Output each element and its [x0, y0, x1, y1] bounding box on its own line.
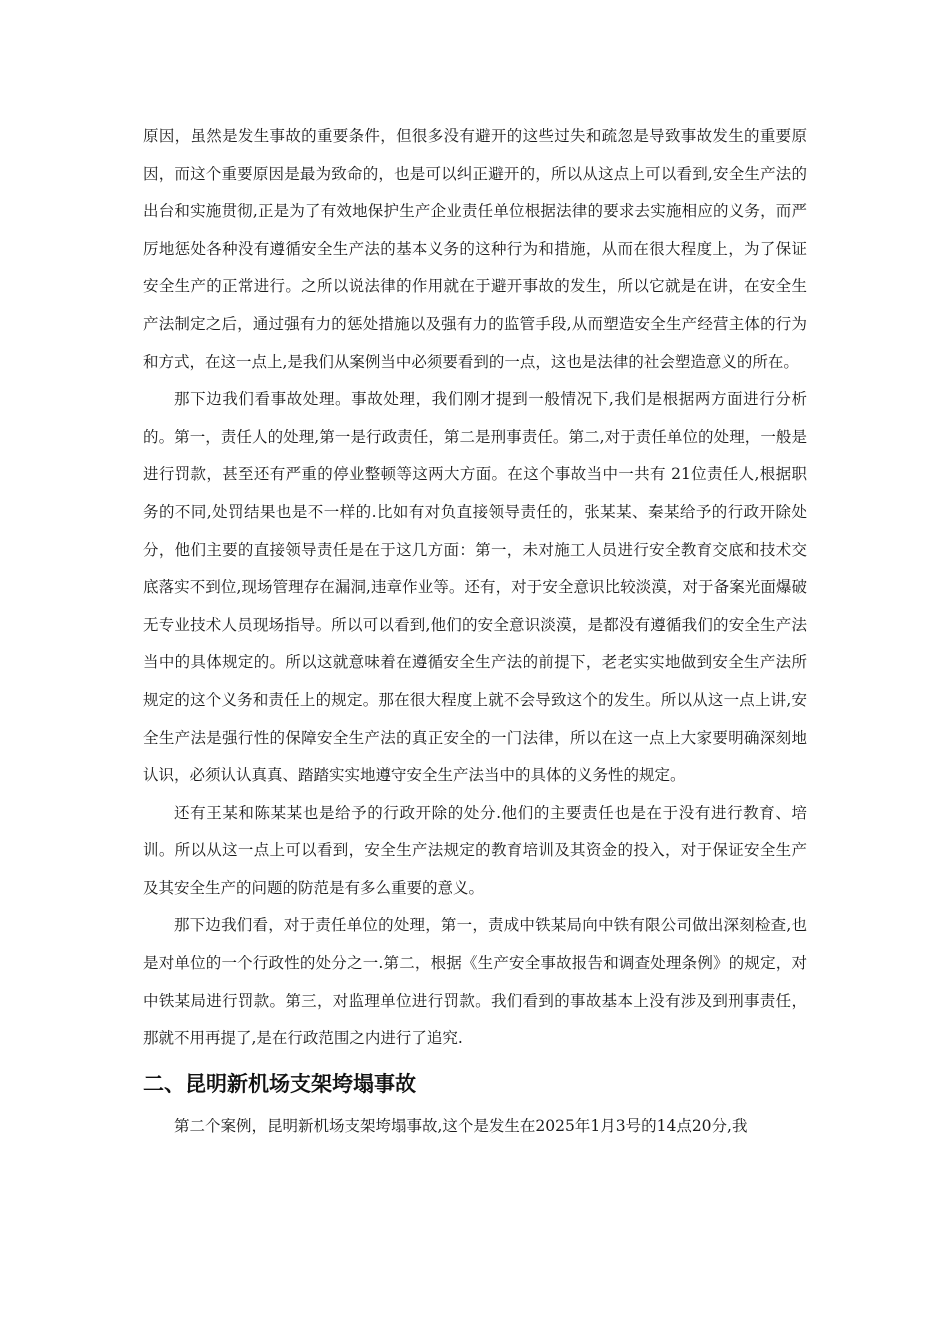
body-paragraph-5: 第二个案例，昆明新机场支架垮塌事故,这个是发生在2025年1月3号的14点20分,我	[174, 1116, 748, 1135]
body-paragraph-2: 那下边我们看事故处理。事故处理，我们刚才提到一般情况下,我们是根据两方面进行分析的。第一，责任人的处理,第一是行政责任，第二是刑事责任。第二,对于责任单位的处理，一般是进行罚款，甚至还有严重的停业整顿等这两大方面。在这个事故当中一共有 21位责任人,根据职务的不同,处罚结果也是不一样的.比如有对负直接领导责任的，张某某、秦某给予的行政开除处分，他们主要的直接领导责任是在于这几方面：第一，未对施工人员进行安全教育交底和技术交底落实不到位,现场管理存在漏洞,违章作业等。还有，对于安全意识比较淡漠，对于备案光面爆破无专业技术人员现场指导。所以可以看到,他们的安全意识淡漠，是都没有遵循我们的安全生产法当中的具体规定的。所以这就意味着在遵循安全生产法的前提下，老老实实地做到安全生产法所规定的这个义务和责任上的规定。那在很大程度上就不会导致这个的发生。所以从这一点上讲,安全生产法是强行性的保障安全生产法的真正安全的一门法律，所以在这一点上大家要明确深刻地认识，必须认认真真、踏踏实实地遵守安全生产法当中的具体的义务性的规定。	[143, 390, 807, 785]
section-heading: 二、昆明新机场支架垮塌事故	[143, 1071, 416, 1096]
body-paragraph-1: 原因，虽然是发生事故的重要条件，但很多没有避开的这些过失和疏忽是导致事故发生的重要原因，而这个重要原因是最为致命的，也是可以纠正避开的，所以从这点上可以看到,安全生产法的出台和实施贯彻,正是为了有效地保护生产企业责任单位根据法律的要求去实施相应的义务，而严厉地惩处各种没有遵循安全生产法的基本义务的这种行为和措施，从而在很大程度上，为了保证安全生产的正常进行。之所以说法律的作用就在于避开事故的发生，所以它就是在讲，在安全生产法制定之后，通过强有力的惩处措施以及强有力的监管手段,从而塑造安全生产经营主体的行为和方式，在这一点上,是我们从案例当中必须要看到的一点，这也是法律的社会塑造意义的所在。	[143, 127, 807, 371]
body-paragraph-4: 那下边我们看，对于责任单位的处理，第一，责成中铁某局向中铁有限公司做出深刻检查,也是对单位的一个行政性的处分之一.第二，根据《生产安全事故报告和调查处理条例》的规定，对中铁某局进行罚款。第三，对监理单位进行罚款。我们看到的事故基本上没有涉及到刑事责任，那就不用再提了,是在行政范围之内进行了追究.	[143, 916, 807, 1048]
document-body	[143, 118, 807, 1145]
body-paragraph-3: 还有王某和陈某某也是给予的行政开除的处分.他们的主要责任也是在于没有进行教育、培训。所以从这一点上可以看到，安全生产法规定的教育培训及其资金的投入，对于保证安全生产及其安全生产的问题的防范是有多么重要的意义。	[143, 803, 807, 897]
